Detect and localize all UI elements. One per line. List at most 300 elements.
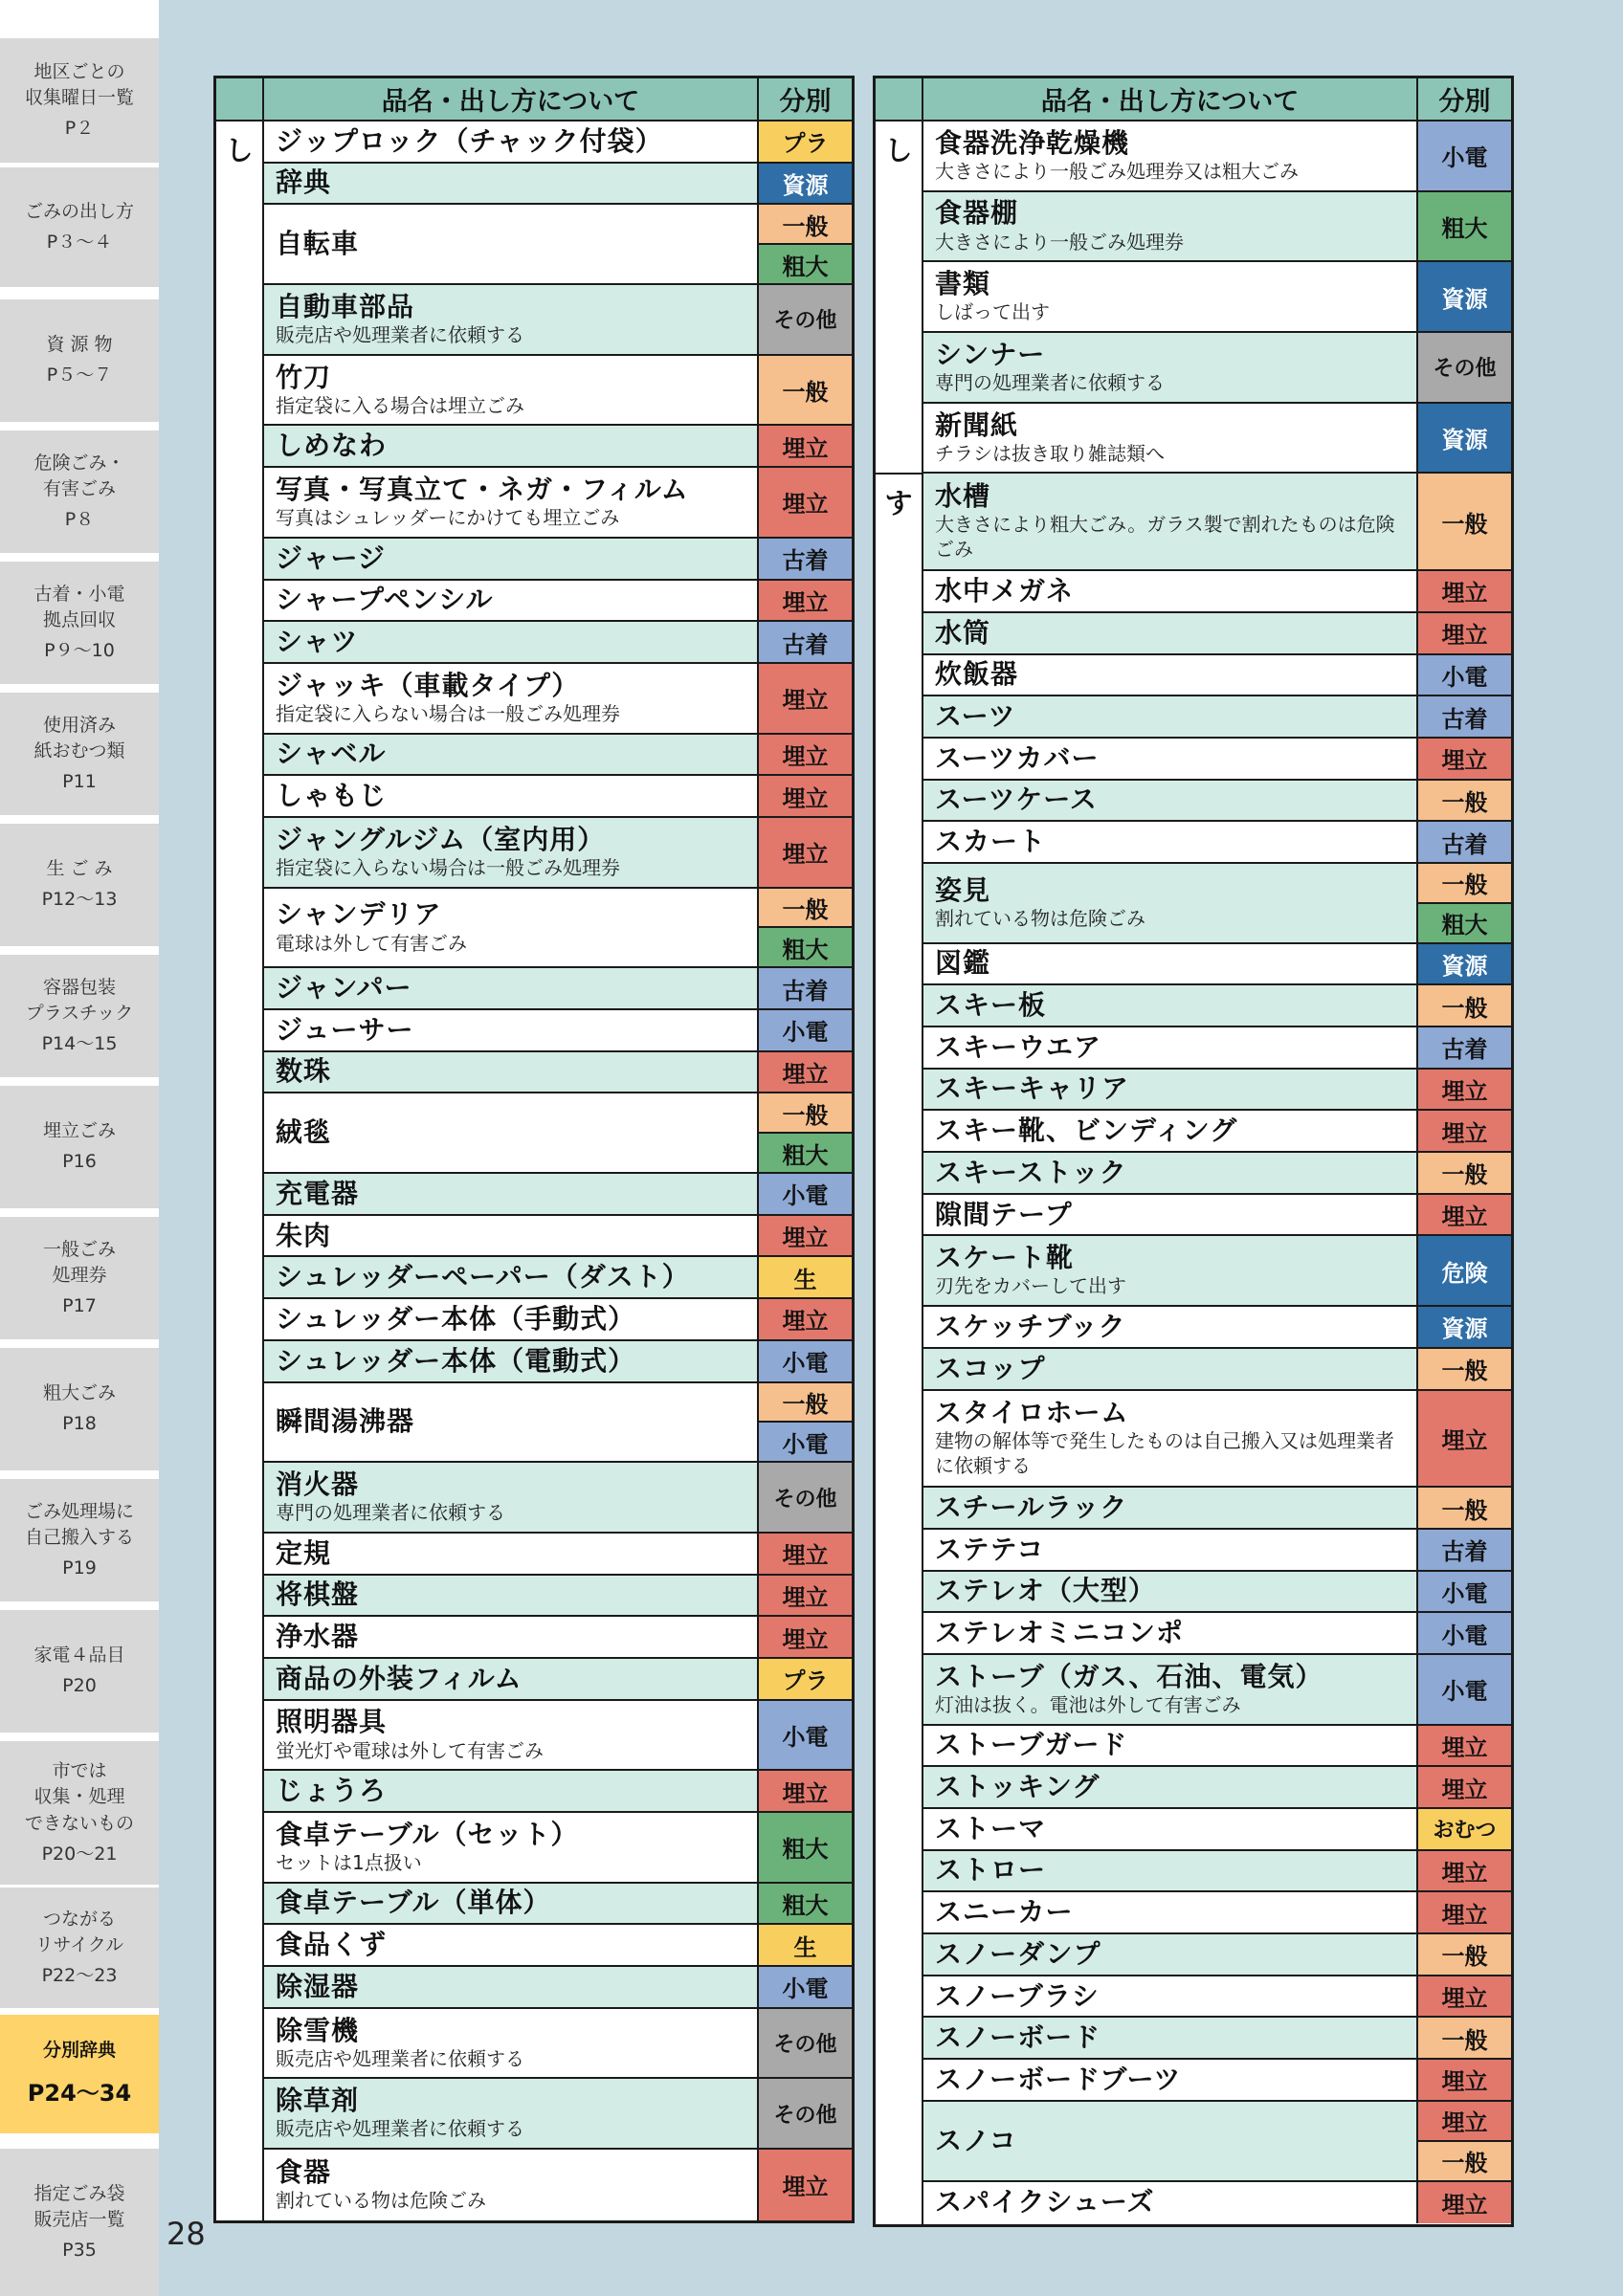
category-cell [759, 164, 852, 204]
category-badge: 埋立 [1418, 1726, 1511, 1766]
category-cell [1418, 1488, 1511, 1528]
table-row [264, 2079, 852, 2150]
table-row [264, 1925, 852, 1967]
category-cell [759, 2079, 852, 2148]
category-badge: 埋立 [1418, 1111, 1511, 1151]
category-badge: 埋立 [1418, 739, 1511, 779]
item-cell [923, 1070, 1418, 1110]
item-name: スノーボード [935, 2021, 1101, 2054]
table-row [923, 613, 1511, 655]
category-cell [759, 1010, 852, 1050]
item-note: 刃先をカバーして出す [935, 1274, 1126, 1298]
category-cell [1418, 655, 1511, 695]
category-cell [759, 1534, 852, 1574]
nav-tab[interactable] [0, 1086, 159, 1208]
nav-tab[interactable] [0, 2015, 159, 2133]
table-row [923, 262, 1511, 333]
nav-tab-label: リサイクル [34, 1934, 124, 1956]
table-row [264, 1617, 852, 1659]
table-row [264, 1884, 852, 1926]
table-row [264, 776, 852, 818]
item-cell [264, 121, 759, 162]
item-name: 水中メガネ [935, 574, 1075, 607]
nav-tab-page: P11 [62, 770, 97, 792]
category-badge: 古着 [759, 968, 852, 1008]
category-badge: 埋立 [1418, 1851, 1511, 1891]
nav-tab-page: P18 [62, 1413, 97, 1434]
nav-tab-page: P24～34 [27, 2080, 132, 2108]
table-row [923, 864, 1511, 944]
nav-tab-page: P８ [64, 508, 95, 530]
nav-tab[interactable] [0, 430, 159, 553]
item-name: スキーキャリア [935, 1072, 1130, 1105]
nav-tab[interactable] [0, 693, 159, 815]
category-cell [759, 1813, 852, 1882]
item-cell [923, 404, 1418, 473]
item-cell [923, 2102, 1418, 2180]
category-cell [759, 1701, 852, 1770]
nav-tab[interactable] [0, 299, 159, 422]
kana-column [216, 121, 264, 2220]
table-row [923, 333, 1511, 404]
category-cell [1418, 696, 1511, 737]
category-badge: 埋立 [1418, 1195, 1511, 1235]
item-name: 浄水器 [276, 1621, 360, 1652]
nav-tab-label: 処理券 [52, 1265, 107, 1287]
category-cell [1418, 2060, 1511, 2100]
category-cell [759, 1884, 852, 1924]
category-badge: その他 [759, 2009, 852, 2078]
category-cell [759, 622, 852, 662]
nav-tab[interactable] [0, 1741, 159, 1885]
category-badge: 粗大 [759, 1813, 852, 1882]
nav-tab[interactable] [0, 824, 159, 946]
nav-tab-page: P22～23 [41, 1964, 118, 1986]
nav-tab-label: できないもの [24, 1813, 134, 1834]
category-cell [1418, 1111, 1511, 1151]
category-badge: 一般 [1418, 864, 1511, 902]
nav-tab-label: 資 源 物 [46, 334, 113, 356]
header-category: 分別 [779, 87, 832, 117]
item-cell [923, 1488, 1418, 1528]
category-cell [759, 1341, 852, 1381]
table-row [264, 1701, 852, 1772]
table-body [216, 121, 852, 2220]
item-cell [923, 2018, 1418, 2058]
item-cell [923, 262, 1418, 331]
item-name: ステレオミニコンポ [935, 1617, 1184, 1648]
nav-tab-label: ごみ処理場に [24, 1500, 134, 1522]
nav-tab-label: 家電４品目 [33, 1645, 125, 1667]
kana-group-label: す [884, 486, 913, 519]
category-badge: 小電 [1418, 655, 1511, 695]
table-row [923, 1349, 1511, 1391]
category-badge: 小電 [759, 1010, 852, 1050]
item-name: スノーブラシ [935, 1979, 1100, 2012]
item-name: シュレッダー本体（手動式） [276, 1302, 636, 1335]
category-badge: 一般 [1418, 1488, 1511, 1528]
nav-tab-label: つながる [42, 1908, 116, 1930]
category-badge: その他 [1418, 333, 1511, 402]
category-cell [759, 889, 852, 967]
category-badge: 小電 [759, 1967, 852, 2007]
category-cell [1418, 1070, 1511, 1110]
item-name: しめなわ [276, 430, 388, 462]
category-badge: 一般 [1418, 2018, 1511, 2058]
item-cell [923, 655, 1418, 695]
item-name: 定規 [276, 1536, 332, 1569]
item-note: 蛍光灯や電球は外して有害ごみ [276, 1738, 544, 1762]
category-cell [1418, 781, 1511, 821]
category-badge: 粗大 [1418, 192, 1511, 261]
item-name: スーツ [935, 699, 1016, 732]
item-cell [923, 2060, 1418, 2100]
table-row [264, 1463, 852, 1534]
category-badge: 粗大 [759, 1132, 852, 1172]
item-name: ストーブガード [935, 1729, 1128, 1761]
table-row [923, 1572, 1511, 1614]
category-cell [1418, 1892, 1511, 1932]
category-cell [759, 285, 852, 354]
nav-tab-label: 生 ご み [46, 858, 113, 880]
table-row [923, 1195, 1511, 1237]
category-badge: 一般 [759, 205, 852, 243]
nav-tab-label: 市では [52, 1759, 107, 1781]
item-cell [923, 1892, 1418, 1932]
category-cell [759, 1617, 852, 1657]
item-name: シュレッダーペーパー（ダスト） [276, 1261, 690, 1293]
category-cell [759, 426, 852, 466]
item-name: スーツケース [935, 784, 1098, 816]
item-note: しばって出す [935, 300, 1050, 324]
table-row [923, 571, 1511, 613]
item-cell [264, 468, 759, 537]
nav-tab[interactable] [0, 562, 159, 684]
category-badge: 古着 [1418, 1530, 1511, 1570]
item-cell [923, 1195, 1418, 1235]
category-badge: 埋立 [759, 776, 852, 816]
item-note: 販売店や処理業者に依頼する [276, 323, 524, 346]
item-cell [923, 333, 1418, 402]
item-cell [264, 1216, 759, 1256]
category-badge: 埋立 [1418, 1976, 1511, 2017]
table-row [264, 1216, 852, 1258]
category-badge: 埋立 [759, 1617, 852, 1657]
item-cell [923, 1349, 1418, 1389]
table-row [264, 581, 852, 623]
item-note: 指定袋に入る場合は埋立ごみ [276, 393, 524, 417]
nav-tab-page: P５～７ [46, 364, 113, 386]
category-cell [1418, 2018, 1511, 2058]
table-header [876, 78, 1511, 121]
item-name: ステレオ（大型） [935, 1575, 1156, 1607]
category-badge: その他 [759, 1463, 852, 1532]
category-badge: 一般 [1418, 1934, 1511, 1975]
item-cell [264, 2150, 759, 2220]
item-note: 大きさにより粗大ごみ。ガラス製で割れたものは危険ごみ [935, 513, 1395, 562]
category-badge: 小電 [1418, 1572, 1511, 1612]
table-row [264, 356, 852, 427]
nav-tab-label: 危険ごみ・ [33, 452, 125, 474]
item-name: ジューサー [276, 1013, 414, 1046]
table-row [264, 1576, 852, 1618]
category-badge: 埋立 [1418, 1767, 1511, 1807]
table-row [264, 622, 852, 664]
kana-group-label: し [876, 121, 922, 475]
item-name: ジャッキ（車載タイプ） [276, 669, 580, 701]
item-cell [264, 1813, 759, 1882]
item-name: 辞典 [276, 166, 332, 199]
nav-tab-page: P14～15 [41, 1032, 118, 1054]
category-cell [1418, 571, 1511, 611]
table-row [923, 474, 1511, 571]
item-name: スコップ [935, 1352, 1046, 1384]
item-name: ステテコ [935, 1533, 1045, 1565]
item-name: ジャージ [276, 541, 386, 574]
table-row [923, 2018, 1511, 2060]
nav-tab[interactable] [0, 2149, 159, 2296]
item-name: 姿見 [935, 873, 991, 906]
item-cell [264, 285, 759, 354]
category-cell [1418, 1153, 1511, 1193]
category-cell [759, 1299, 852, 1339]
category-badge: プラ [759, 1659, 852, 1699]
category-cell [759, 1967, 852, 2007]
item-name: 自転車 [276, 228, 360, 260]
category-badge: 埋立 [759, 2150, 852, 2220]
item-cell [923, 1236, 1418, 1305]
category-cell [1418, 613, 1511, 653]
category-badge: 埋立 [1418, 2060, 1511, 2100]
category-badge: 小電 [759, 1701, 852, 1770]
item-cell [264, 1701, 759, 1770]
item-cell [923, 1726, 1418, 1766]
table-row [264, 2150, 852, 2220]
category-badge: 古着 [759, 622, 852, 662]
nav-tab-label: 一般ごみ [42, 1238, 116, 1260]
table-row [264, 1341, 852, 1383]
item-cell [264, 1576, 759, 1616]
category-cell [759, 2009, 852, 2078]
item-cell [923, 1153, 1418, 1193]
category-badge: 粗大 [759, 926, 852, 966]
table-row [923, 1307, 1511, 1349]
nav-tab[interactable] [0, 1348, 159, 1470]
item-name: 炊飯器 [935, 658, 1019, 691]
category-cell [759, 1771, 852, 1811]
category-badge: 一般 [1418, 985, 1511, 1026]
category-cell [1418, 1726, 1511, 1766]
item-cell [264, 622, 759, 662]
item-cell [264, 1463, 759, 1532]
item-cell [923, 781, 1418, 821]
nav-tab[interactable] [0, 955, 159, 1077]
nav-tab-label: 容器包装 [42, 976, 116, 998]
table-body [876, 121, 1511, 2224]
category-cell [1418, 1027, 1511, 1068]
category-badge: 古着 [1418, 822, 1511, 862]
item-cell [923, 1851, 1418, 1891]
category-badge: 埋立 [759, 1299, 852, 1339]
category-cell [1418, 1349, 1511, 1389]
item-name: 書類 [935, 268, 991, 300]
item-cell [923, 1934, 1418, 1975]
category-cell [1418, 1809, 1511, 1849]
table-row [923, 1809, 1511, 1851]
item-name: 商品の外装フィルム [276, 1662, 522, 1694]
table-row [264, 1052, 852, 1094]
category-cell [1418, 1572, 1511, 1612]
item-cell [923, 192, 1418, 261]
item-cell [264, 1771, 759, 1811]
nav-tab[interactable] [0, 38, 159, 163]
item-name: ストーマ [935, 1812, 1047, 1844]
category-badge: 埋立 [1418, 1391, 1511, 1487]
nav-tab-label: 使用済み [42, 714, 116, 736]
item-note: 指定袋に入らない場合は一般ごみ処理券 [276, 701, 620, 725]
category-badge: 埋立 [759, 426, 852, 466]
table-row [264, 1534, 852, 1576]
item-cell [923, 1307, 1418, 1347]
item-name: 新聞紙 [935, 408, 1019, 441]
category-cell [1418, 2102, 1511, 2180]
item-name: 図鑑 [935, 947, 991, 980]
nav-tab-label: 収集曜日一覧 [24, 87, 134, 109]
category-cell [759, 776, 852, 816]
item-name: 竹刀 [276, 361, 332, 393]
category-badge: 埋立 [1418, 1070, 1511, 1110]
nav-tab-label: 販売店一覧 [33, 2209, 125, 2231]
table-row [923, 1892, 1511, 1934]
item-name: 除湿器 [276, 1970, 360, 2002]
item-cell [923, 571, 1418, 611]
category-cell [1418, 1613, 1511, 1653]
item-note: 専門の処理業者に依頼する [935, 371, 1165, 394]
item-name: ストッキング [935, 1771, 1101, 1803]
item-note: 写真はシュレッダーにかけても埋立ごみ [276, 506, 620, 530]
category-badge: 埋立 [759, 1576, 852, 1616]
table-row [264, 468, 852, 539]
nav-tab[interactable] [0, 1217, 159, 1339]
nav-tab[interactable] [0, 1610, 159, 1733]
item-cell [264, 968, 759, 1008]
nav-tab-page: P17 [62, 1294, 97, 1316]
category-cell [1418, 1767, 1511, 1807]
rows-column [264, 121, 852, 2220]
table-row [264, 1257, 852, 1299]
category-badge: 危険 [1418, 1236, 1511, 1305]
table-row [923, 696, 1511, 739]
item-cell [923, 696, 1418, 737]
category-badge: 一般 [1418, 2140, 1511, 2180]
nav-tab-label: 自己搬入する [24, 1527, 134, 1549]
category-cell [1418, 333, 1511, 402]
item-cell [923, 2182, 1418, 2224]
category-badge: 資源 [1418, 1307, 1511, 1347]
item-name: シャープペンシル [276, 584, 494, 616]
category-badge: 一般 [759, 356, 852, 425]
item-name: スケート靴 [935, 1242, 1075, 1274]
category-cell [1418, 404, 1511, 473]
kana-column [876, 121, 923, 2224]
category-cell [759, 356, 852, 425]
category-cell [759, 581, 852, 621]
nav-tab[interactable] [0, 1888, 159, 2008]
table-row [923, 2182, 1511, 2224]
item-note: 大きさにより一般ごみ処理券 [935, 230, 1184, 254]
category-badge: 埋立 [759, 1771, 852, 1811]
dictionary-table-right [873, 76, 1514, 2227]
item-name: シャツ [276, 625, 359, 657]
category-cell [759, 2150, 852, 2220]
item-cell [264, 889, 759, 967]
table-row [923, 985, 1511, 1027]
category-cell [1418, 1236, 1511, 1305]
table-row [264, 121, 852, 164]
item-name: 消火器 [276, 1468, 360, 1500]
table-row [923, 1488, 1511, 1530]
category-cell [1418, 192, 1511, 261]
item-cell [264, 1257, 759, 1297]
item-cell [264, 735, 759, 775]
nav-tab-page: P35 [62, 2239, 97, 2261]
item-name: 写真・写真立て・ネガ・フィルム [276, 473, 689, 505]
item-cell [923, 1613, 1418, 1653]
item-note: セットは1点扱い [276, 1850, 422, 1874]
table-row [923, 1613, 1511, 1655]
category-badge: 一般 [1418, 474, 1511, 569]
category-badge: 埋立 [1418, 1892, 1511, 1932]
nav-tab-label: 有害ごみ [42, 478, 116, 500]
item-cell [923, 864, 1418, 942]
item-cell [264, 356, 759, 425]
item-cell [923, 474, 1418, 569]
category-cell [759, 664, 852, 733]
category-badge: 生 [759, 1257, 852, 1297]
nav-tab-label: 埋立ごみ [42, 1120, 116, 1142]
sidebar-nav [0, 0, 159, 2296]
category-badge: 埋立 [1418, 571, 1511, 611]
category-badge: 資源 [1418, 404, 1511, 473]
category-cell [759, 121, 852, 162]
table-row [264, 968, 852, 1010]
item-cell [264, 1534, 759, 1574]
nav-tab[interactable] [0, 167, 159, 287]
category-badge: 古着 [1418, 1027, 1511, 1068]
category-badge: 一般 [759, 1383, 852, 1422]
nav-tab[interactable] [0, 1479, 159, 1601]
table-row [264, 1967, 852, 2009]
item-name: 食卓テーブル（単体） [276, 1887, 551, 1919]
item-cell [264, 164, 759, 204]
item-name: スノコ [935, 2124, 1017, 2156]
category-cell [1418, 822, 1511, 862]
category-badge: 埋立 [759, 735, 852, 775]
nav-tab-page: P12～13 [41, 889, 118, 910]
table-row [923, 1027, 1511, 1070]
item-cell [264, 426, 759, 466]
table-row [264, 1771, 852, 1813]
table-row [264, 426, 852, 468]
item-note: 割れている物は危険ごみ [935, 906, 1145, 930]
item-cell [264, 1617, 759, 1657]
category-badge: 埋立 [1418, 2182, 1511, 2224]
item-cell [264, 2079, 759, 2148]
item-cell [923, 1111, 1418, 1151]
item-name: スカート [935, 826, 1047, 857]
item-name: ジップロック（チャック付袋） [276, 124, 663, 157]
table-row [923, 1767, 1511, 1809]
